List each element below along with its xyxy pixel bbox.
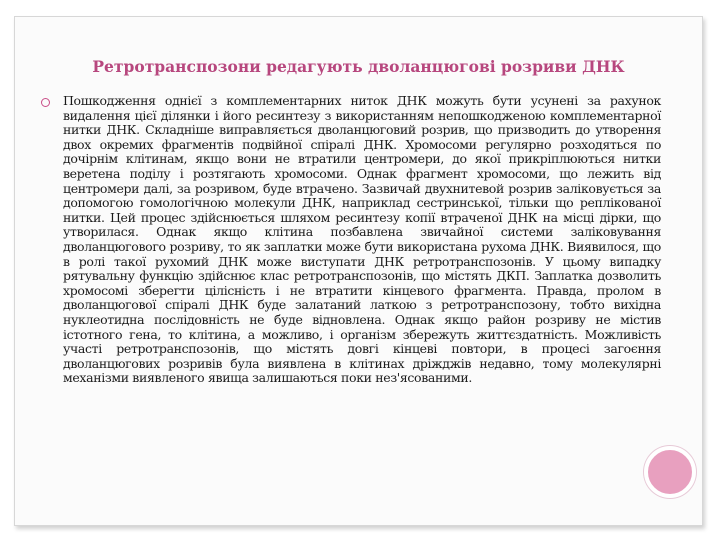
slide-title: Ретротранспозони редагують дволанцюгові розриви ДНК [92,57,625,76]
body-paragraph: Пошкодження однієї з комплементарних ниток ДНК можуть бути усунені за рахунок видалення цієї ділянки і його ресинтезу з використанням непошкодженою комплементарної нитки ДНК. Складніше виправляється дволанцюговий розрив, що призводить до утворення двох окремих фрагментів подвійної спіралі ДНК. Хромосоми регулярно розходяться по дочірнім клітинам, якщо вони не втратили центромери, до якої прикріплюються нитки веретена поділу і розтягають хромосоми. Однак фрагмент хромосоми, що лежить від центромери далі, за розривом, буде втрачено. Зазвичай двухнитевой розрив заліковується за допомогою гомологічною молекули ДНК, наприклад сестринської, тільки що реплікованої нитки. Цей процес здійснюється шляхом ресинтезу копії втраченої ДНК на місці дірки, що утворилася. Однак якщо клітина позбавлена звичайної системи заліковування дволанцюгового розриву, то як заплатки може бути використана рухома ДНК. Виявилося, що в ролі такої рухомий ДНК може виступати ДНК ретротранспозонів. У цьому випадку рятувальну функцію здійснює клас ретротранспозонів, що містять ДКП. Заплатка дозволить хромосомі зберегти цілісність і не втратити кінцевого фрагмента. Правда, пролом в дволанцюгової спіралі ДНК буде залатаний латкою з ретротранспозону, тобто вихідна нуклеотидна послідовність не буде відновлена. Однак якщо район розриву не містив істотного гена, то клітина, а можливо, і організм збережуть життєздатність. Можливість участі ретротранспозонів, що містять довгі кінцеві повтори, в процесі загоєння дволанцюгових розривів була виявлена в клітинах дріжджів недавно, тому молекулярні механізми виявленого явища залишаються поки нез'ясованими. [63,93,661,386]
bullet-item [41,94,661,386]
hollow-circle-bullet-icon [41,98,50,107]
slide-frame [14,16,703,526]
decorative-circle-icon [644,446,696,498]
